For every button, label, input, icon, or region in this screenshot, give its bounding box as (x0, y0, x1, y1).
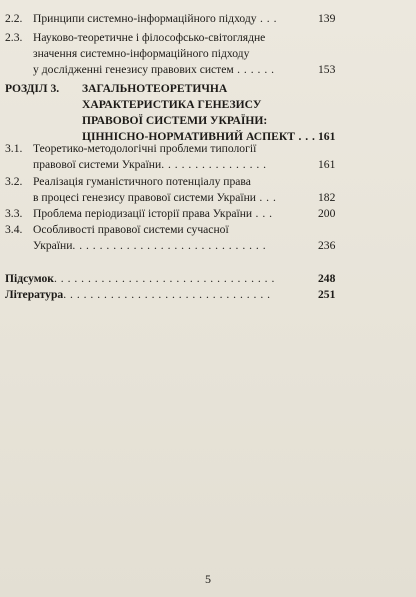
entry-title: Література (5, 288, 64, 301)
leader-dots: . . . (252, 207, 273, 220)
leader-dots: . . . . . . (233, 63, 275, 76)
entry-title-line-2: значення системно-інформаційного підходу (33, 47, 250, 60)
entry-number: 2.3. (5, 31, 23, 44)
entry-title: Підсумок (5, 272, 54, 285)
page-number: 5 (205, 572, 211, 586)
entry-title-line-2: України (33, 239, 73, 252)
entry-title-line-3: у дослідженні генезису правових систем (33, 63, 234, 76)
entry-page: 236 (318, 239, 336, 252)
section-title-line-2: ХАРАКТЕРИСТИКА ГЕНЕЗИСУ (82, 98, 262, 111)
leader-dots: . . . . . . . . . . . . . . . . . . . . . . . . . . . . . (72, 239, 267, 252)
section-title-line-3: ПРАВОВОЇ СИСТЕМИ УКРАЇНИ: (82, 114, 268, 127)
entry-title-line-1: Особливості правової системи сучасної (33, 223, 229, 236)
entry-number: 3.2. (5, 175, 23, 188)
leader-dots: . . . . . . . . . . . . . . . . . . . . . . . . . . . . . . . . . (53, 272, 275, 285)
entry-page: 182 (318, 191, 336, 204)
entry-page: 161 (318, 130, 336, 143)
entry-page: 153 (318, 63, 336, 76)
leader-dots: . . . . . . . . . . . . . . . . . . . . . . . . . . . . . . . (63, 288, 271, 301)
entry-number: 3.3. (5, 207, 23, 220)
entry-page: 248 (318, 272, 336, 285)
entry-page: 161 (318, 158, 336, 171)
section-title-line-1: ЗАГАЛЬНОТЕОРЕТИЧНА (82, 82, 228, 95)
entry-number: 3.4. (5, 223, 23, 236)
leader-dots: . . . . . . . . . . . . . . . . (161, 158, 267, 171)
entry-title-line-1: Реалізація гуманістичного потенціалу права (33, 175, 251, 188)
leader-dots: . . . (256, 12, 277, 25)
leader-dots: . . . (255, 191, 277, 204)
entry-title-line-2: в процесі генезису правової системи України (33, 191, 256, 204)
entry-title-line-2: правової системи України (33, 158, 162, 171)
entry-title: Принципи системно-інформаційного підходу (33, 12, 257, 25)
entry-title-line-1: Науково-теоретичне і філософсько-світоглядне (33, 31, 266, 44)
leader-dots: . . . (295, 130, 316, 143)
entry-title-line-1: Теоретико-методологічні проблеми типології (33, 142, 257, 155)
entry-page: 200 (318, 207, 336, 220)
section-label: РОЗДІЛ 3. (5, 82, 60, 95)
entry-page: 139 (318, 12, 336, 25)
section-title-line-4: ЦІННІСНО-НОРМАТИВНИЙ АСПЕКТ (82, 130, 296, 143)
entry-number: 3.1. (5, 142, 23, 155)
entry-title: Проблема періодизації історії права України (33, 207, 253, 220)
entry-number: 2.2. (5, 12, 23, 25)
entry-page: 251 (318, 288, 336, 301)
